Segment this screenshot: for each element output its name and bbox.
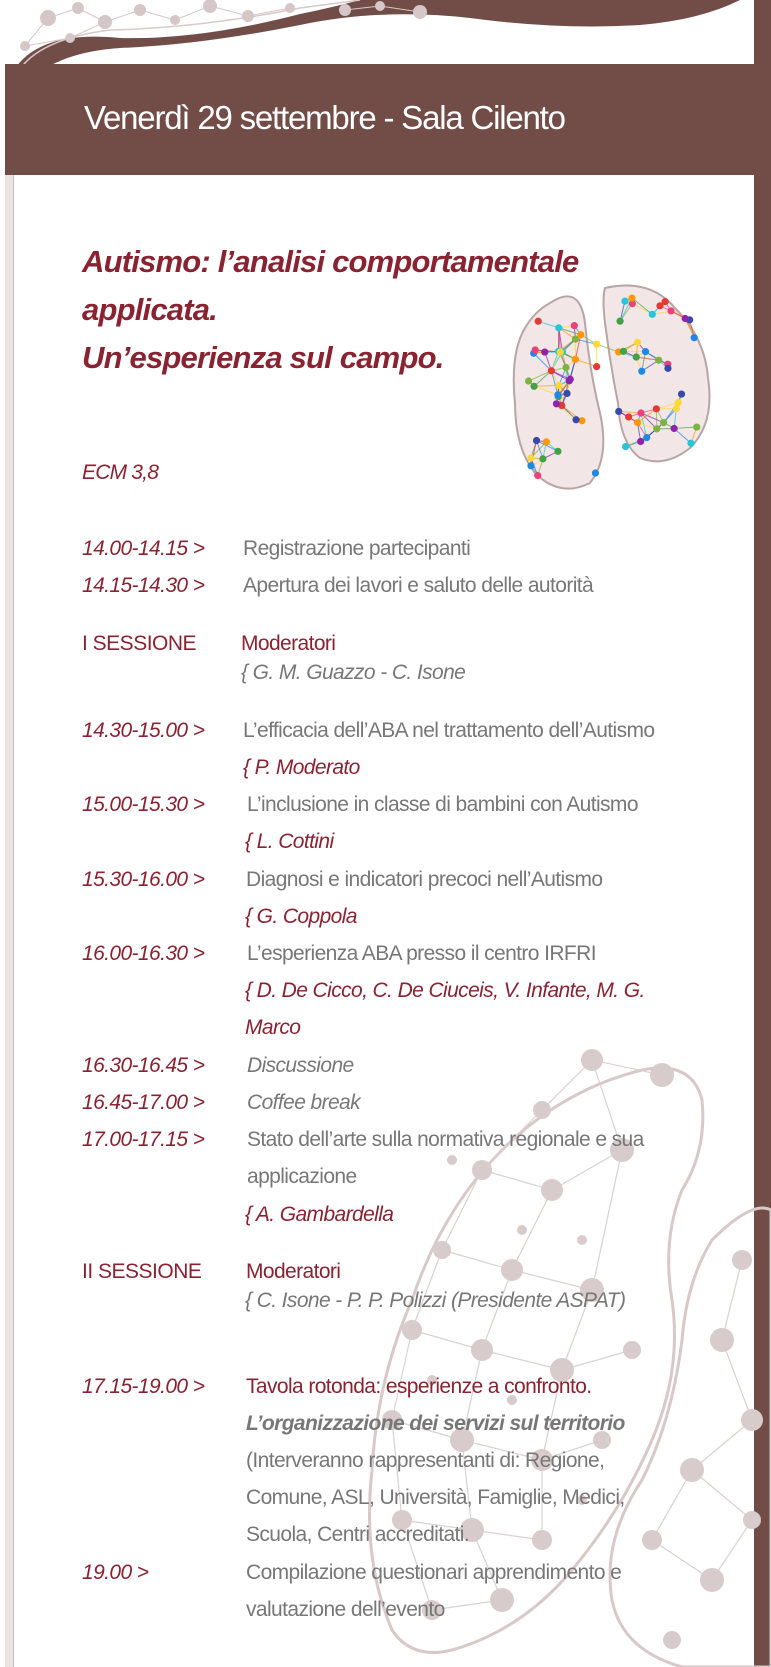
brain-node <box>687 440 694 447</box>
session-1-moderators: { G. M. Guazzo - C. Isone <box>241 661 466 684</box>
talk-title-line-1: Autismo: l’analisi comportamentale <box>82 244 579 279</box>
brain-node <box>638 368 645 375</box>
end-line-2: valutazione dell’evento <box>246 1598 445 1621</box>
brain-node <box>667 307 674 314</box>
talk-title <box>82 238 578 382</box>
t2-time: 15.00-15.30 > <box>82 793 205 816</box>
disc-label: Discussione <box>247 1054 354 1077</box>
brain-node <box>616 318 623 325</box>
brain-node <box>527 454 534 461</box>
end-line-1: Compilazione questionari apprendimento e <box>246 1561 622 1584</box>
session-1-label: I SESSIONE <box>82 632 197 655</box>
reg-time: 14.00-14.15 > <box>82 537 205 560</box>
t5-title-line-1: Stato dell’arte sulla normativa regionale e sua <box>247 1128 644 1151</box>
round-subtitle: L’organizzazione dei servizi sul territorio <box>246 1412 625 1435</box>
t3-title: Diagnosi e indicatori precoci nell’Autismo <box>246 868 603 891</box>
brain-node <box>592 469 599 476</box>
t3-time: 15.30-16.00 > <box>82 868 205 891</box>
talk-title-line-2: applicata. <box>82 292 217 327</box>
brain-node <box>621 298 628 305</box>
end-time: 19.00 > <box>82 1561 149 1584</box>
round-desc-line-1: (Interveranno rappresentanti di: Regione, <box>246 1449 605 1472</box>
brain-node <box>620 348 627 355</box>
brain-node <box>653 405 660 412</box>
brain-node <box>671 425 678 432</box>
t3-speaker: { G. Coppola <box>245 905 357 928</box>
brain-node <box>664 365 671 372</box>
t2-speaker: { L. Cottini <box>245 830 334 853</box>
brain-node <box>553 400 560 407</box>
brain-node <box>534 472 541 479</box>
brain-node <box>633 353 640 360</box>
brain-node <box>533 437 540 444</box>
brain-node <box>539 455 546 462</box>
t4-speaker-line-2: Marco <box>245 1016 301 1039</box>
brain-node <box>634 419 641 426</box>
session-2-moderators: { C. Isone - P. P. Polizzi (Presidente ASPAT) <box>245 1289 626 1312</box>
session-2-moderators-heading: Moderatori <box>246 1260 341 1283</box>
t5-speaker: { A. Gambardella <box>245 1203 394 1226</box>
brain-node <box>554 391 561 398</box>
round-time: 17.15-19.00 > <box>82 1375 205 1398</box>
ecm-credits: ECM 3,8 <box>82 461 159 484</box>
brain-node <box>572 416 579 423</box>
header-title: Venerdì 29 settembre - Sala Cilento <box>84 99 565 136</box>
brain-node <box>628 295 635 302</box>
brain-node <box>693 423 700 430</box>
reg-label: Registrazione partecipanti <box>243 537 471 560</box>
brain-node <box>530 383 537 390</box>
brain-node <box>563 390 570 397</box>
talk-title-line-3: Un’esperienza sul campo. <box>82 340 444 375</box>
brain-node <box>637 409 644 416</box>
brain-node <box>615 408 622 415</box>
disc-time: 16.30-16.45 > <box>82 1054 205 1077</box>
t4-speaker-line-1: { D. De Cicco, C. De Ciuceis, V. Infante, M. G. <box>245 979 645 1002</box>
left-border <box>5 175 14 1667</box>
brain-node <box>660 419 667 426</box>
brain-node <box>655 357 662 364</box>
brain-node <box>637 438 644 445</box>
brain-node <box>593 363 600 370</box>
t1-time: 14.30-15.00 > <box>82 719 205 742</box>
brain-node <box>634 339 641 346</box>
brain-node <box>653 425 660 432</box>
round-desc-line-2: Comune, ASL, Università, Famiglie, Medici, <box>246 1486 625 1509</box>
t1-speaker: { P. Moderato <box>243 756 360 779</box>
brain-node <box>691 334 698 341</box>
t2-title: L’inclusione in classe di bambini con Autismo <box>247 793 638 816</box>
session-1-moderators-heading: Moderatori <box>241 632 336 655</box>
brain-node <box>678 390 685 397</box>
brain-node <box>543 438 550 445</box>
brain-node <box>593 341 600 348</box>
t5-time: 17.00-17.15 > <box>82 1128 205 1151</box>
coffee-label: Coffee break <box>247 1091 361 1114</box>
brain-node <box>675 399 682 406</box>
session-2-label: II SESSIONE <box>82 1260 202 1283</box>
brain-node <box>682 315 689 322</box>
round-desc-line-3: Scuola, Centri accreditati. <box>246 1523 470 1546</box>
brain-node <box>625 413 632 420</box>
t4-time: 16.00-16.30 > <box>82 942 205 965</box>
brain-node <box>622 443 629 450</box>
brain-node <box>656 302 663 309</box>
brain-node <box>643 434 650 441</box>
brain-node <box>554 448 561 455</box>
brain-node <box>642 348 649 355</box>
brain-node <box>649 311 656 318</box>
t1-title: L’efficacia dell’ABA nel trattamento dell’Autismo <box>243 719 655 742</box>
coffee-time: 16.45-17.00 > <box>82 1091 205 1114</box>
t5-title-line-2: applicazione <box>247 1165 357 1188</box>
brain-node <box>527 462 534 469</box>
open-time: 14.15-14.30 > <box>82 574 205 597</box>
brain-node <box>555 382 562 389</box>
open-label: Apertura dei lavori e saluto delle autorità <box>243 574 594 597</box>
t4-title: L’esperienza ABA presso il centro IRFRI <box>247 942 596 965</box>
round-title: Tavola rotonda: esperienze a confronto. <box>246 1375 592 1398</box>
